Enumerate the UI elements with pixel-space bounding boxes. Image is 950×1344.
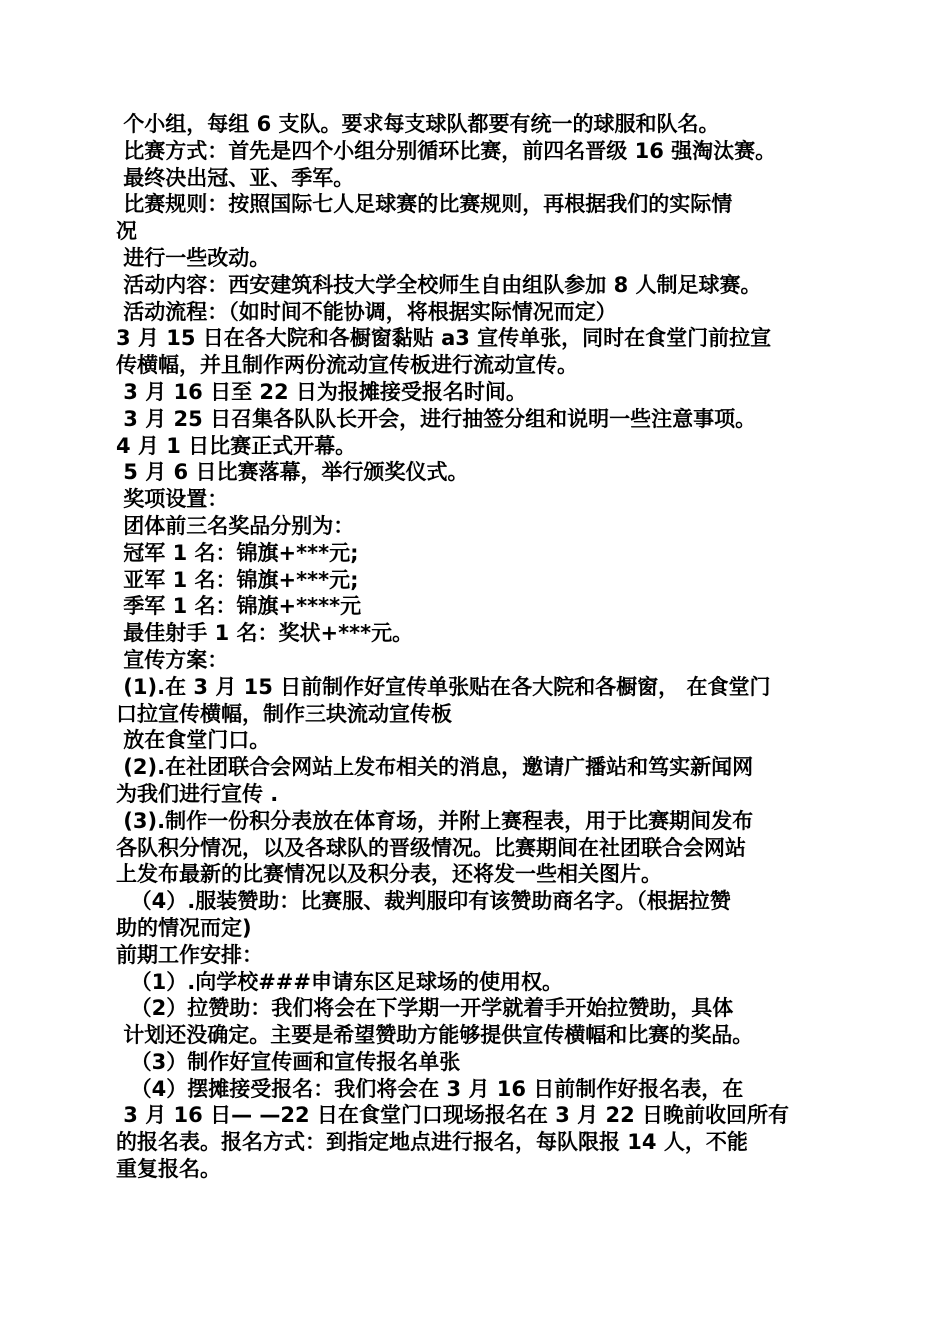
text-line: （4）摆摊接受报名：我们将会在 3 月 16 日前制作好报名表，在 xyxy=(116,1076,744,1101)
text-line: 上发布最新的比赛情况以及积分表，还将发一些相关图片。 xyxy=(116,862,662,887)
text-line: 3 月 16 日至 22 日为报摊接受报名时间。 xyxy=(116,379,527,404)
text-line: (3).制作一份积分表放在体育场，并附上赛程表，用于比赛期间发布 xyxy=(116,808,754,833)
text-line: 亚军 1 名：锦旗+***元; xyxy=(116,567,359,592)
text-line: 个小组，每组 6 支队。要求每支球队都要有统一的球服和队名。 xyxy=(116,112,720,136)
text-line: 最佳射手 1 名：奖状+***元。 xyxy=(116,621,414,646)
text-line: 3 月 16 日— —22 日在食堂门口现场报名在 3 月 22 日晚前收回所有 xyxy=(116,1103,790,1128)
text-line: 传横幅，并且制作两份流动宣传板进行流动宣传。 xyxy=(116,353,578,378)
text-line: 助的情况而定) xyxy=(116,915,252,940)
text-line: 4 月 1 日比赛正式开幕。 xyxy=(116,433,357,458)
text-line: 5 月 6 日比赛落幕，举行颁奖仪式。 xyxy=(116,460,469,485)
text-line: （3）制作好宣传画和宣传报名单张 xyxy=(116,1049,461,1074)
text-line: 重复报名。 xyxy=(116,1157,221,1182)
text-line: 冠军 1 名：锦旗+***元; xyxy=(116,540,359,565)
text-line: （2）拉赞助：我们将会在下学期一开学就着手开始拉赞助，具体 xyxy=(116,996,734,1021)
text-line: 最终决出冠、亚、季军。 xyxy=(116,165,355,190)
document-body xyxy=(116,111,836,1183)
text-line: 奖项设置： xyxy=(116,487,229,512)
text-line: 活动流程：（如时间不能协调，将根据实际情况而定） xyxy=(116,299,617,324)
text-line: 况 xyxy=(116,219,137,244)
text-line: 前期工作安排： xyxy=(116,942,263,967)
text-line: 的报名表。报名方式：到指定地点进行报名，每队限报 14 人，不能 xyxy=(116,1130,748,1155)
text-line: （1）.向学校###申请东区足球场的使用权。 xyxy=(116,969,563,994)
text-line: 各队积分情况，以及各球队的晋级情况。比赛期间在社团联合会网站 xyxy=(116,835,746,860)
text-line: 季军 1 名：锦旗+****元 xyxy=(116,594,362,619)
text-line: 计划还没确定。主要是希望赞助方能够提供宣传横幅和比赛的奖品。 xyxy=(116,1023,754,1048)
text-line: 放在食堂门口。 xyxy=(116,728,271,753)
text-line: 3 月 25 日召集各队队长开会，进行抽签分组和说明一些注意事项。 xyxy=(116,406,757,431)
text-line: 3 月 15 日在各大院和各橱窗黏贴 a3 宣传单张，同时在食堂门前拉宣 xyxy=(116,326,772,351)
text-line: 活动内容：西安建筑科技大学全校师生自由组队参加 8 人制足球赛。 xyxy=(116,272,762,297)
text-line: (2).在社团联合会网站上发布相关的消息，邀请广播站和笃实新闻网 xyxy=(116,755,754,780)
text-line: (1).在 3 月 15 日前制作好宣传单张贴在各大院和各橱窗， 在食堂门 xyxy=(116,674,771,699)
text-line: 为我们进行宣传 . xyxy=(116,781,279,806)
text-line: 宣传方案： xyxy=(116,647,229,672)
text-line: 团体前三名奖品分别为： xyxy=(116,513,355,538)
text-line: 口拉宣传横幅，制作三块流动宣传板 xyxy=(116,701,452,726)
text-line: 比赛方式：首先是四个小组分别循环比赛，前四名晋级 16 强淘汰赛。 xyxy=(116,138,777,163)
text-line: 进行一些改动。 xyxy=(116,245,271,270)
text-line: （4）.服装赞助：比赛服、裁判服印有该赞助商名字。（根据拉赞 xyxy=(116,889,731,914)
text-line: 比赛规则：按照国际七人足球赛的比赛规则，再根据我们的实际情 xyxy=(116,192,733,217)
